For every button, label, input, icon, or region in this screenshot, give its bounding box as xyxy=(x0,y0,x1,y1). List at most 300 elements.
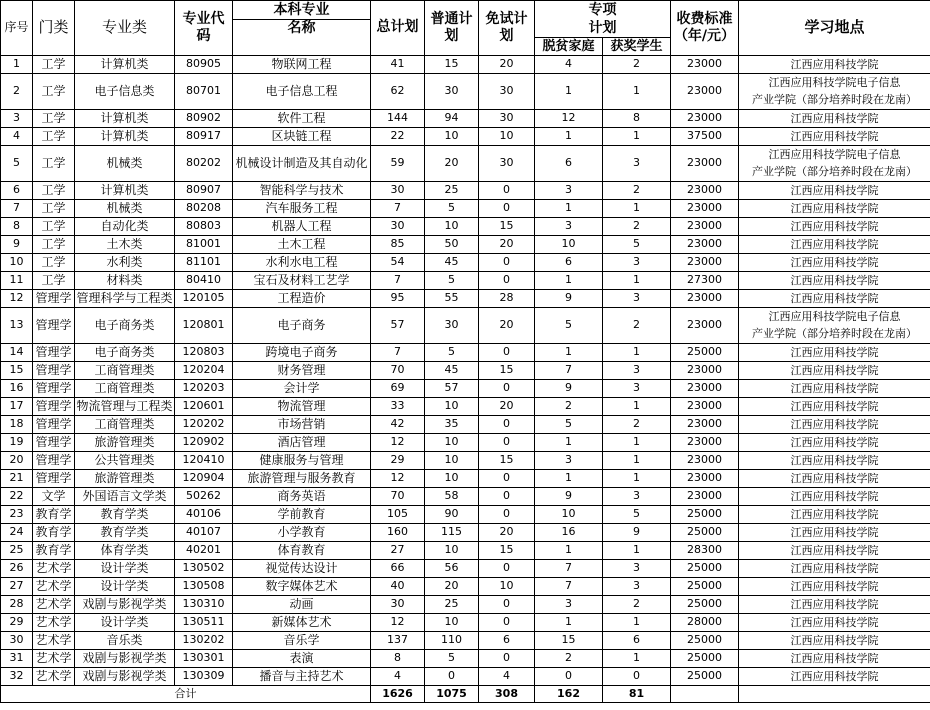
cell-location xyxy=(739,181,930,199)
cell-award: 1 xyxy=(603,343,671,361)
cell-category: 机械类 xyxy=(75,199,175,217)
cell-location xyxy=(739,667,930,685)
cell-code: 120203 xyxy=(175,379,233,397)
cell-exempt: 0 xyxy=(479,271,535,289)
cell-door: 艺术学 xyxy=(33,667,75,685)
cell-exempt: 0 xyxy=(479,595,535,613)
table-row xyxy=(1,379,930,397)
cell-poor: 1 xyxy=(535,73,603,109)
cell-category: 物流管理与工程类 xyxy=(76,399,173,413)
cell-code: 130511 xyxy=(175,613,233,631)
cell-code: 81001 xyxy=(175,235,233,253)
cell-award: 1 xyxy=(603,613,671,631)
cell-poor: 1 xyxy=(535,613,603,631)
table-body xyxy=(1,55,930,685)
cell-seq: 5 xyxy=(1,145,33,181)
cell-location xyxy=(739,217,930,235)
cell-award: 1 xyxy=(603,397,671,415)
table-row xyxy=(1,397,930,415)
cell-fee: 25000 xyxy=(671,667,739,685)
cell-door: 工学 xyxy=(33,199,75,217)
cell-total: 33 xyxy=(371,397,425,415)
cell-total: 59 xyxy=(371,145,425,181)
cell-exempt: 0 xyxy=(479,433,535,451)
cell-exempt: 0 xyxy=(479,559,535,577)
cell-poor: 0 xyxy=(535,667,603,685)
cell-door: 管理学 xyxy=(33,415,75,433)
cell-poor: 1 xyxy=(535,271,603,289)
cell-fee: 23000 xyxy=(671,415,739,433)
cell-poor: 2 xyxy=(535,397,603,415)
cell-seq: 10 xyxy=(1,253,33,271)
cell-exempt: 30 xyxy=(479,145,535,181)
cell-door: 艺术学 xyxy=(33,613,75,631)
cell-category: 计算机类 xyxy=(75,127,175,145)
cell-location xyxy=(739,631,930,649)
cell-award: 1 xyxy=(603,433,671,451)
cell-normal: 5 xyxy=(425,199,479,217)
cell-door: 工学 xyxy=(33,181,75,199)
cell-fee: 27300 xyxy=(671,271,739,289)
cell-code: 40107 xyxy=(175,523,233,541)
cell-door: 工学 xyxy=(33,109,75,127)
cell-location xyxy=(739,451,930,469)
location-line: 江西应用科技学院 xyxy=(790,381,879,395)
cell-seq: 6 xyxy=(1,181,33,199)
cell-exempt: 0 xyxy=(479,379,535,397)
cell-seq: 26 xyxy=(1,559,33,577)
cell-seq: 21 xyxy=(1,469,33,487)
cell-location xyxy=(739,127,930,145)
cell-poor: 2 xyxy=(535,649,603,667)
table-row xyxy=(1,361,930,379)
cell-award: 3 xyxy=(603,253,671,271)
table-row xyxy=(1,307,930,343)
cell-total: 54 xyxy=(371,253,425,271)
location-line: 江西应用科技学院电子信息 xyxy=(768,76,901,89)
cell-normal: 10 xyxy=(425,541,479,559)
cell-exempt: 10 xyxy=(479,577,535,595)
totals-award: 81 xyxy=(603,685,671,702)
table-row xyxy=(1,505,930,523)
cell-seq: 20 xyxy=(1,451,33,469)
cell-exempt: 15 xyxy=(479,451,535,469)
cell-seq: 4 xyxy=(1,127,33,145)
cell-fee: 28300 xyxy=(671,541,739,559)
cell-door: 工学 xyxy=(33,271,75,289)
cell-category: 设计学类 xyxy=(75,559,175,577)
cell-normal: 10 xyxy=(425,433,479,451)
cell-normal: 56 xyxy=(425,559,479,577)
cell-code: 120801 xyxy=(175,307,233,343)
cell-total: 8 xyxy=(371,649,425,667)
cell-total: 29 xyxy=(371,451,425,469)
table-row xyxy=(1,145,930,181)
cell-major: 财务管理 xyxy=(233,361,371,379)
table-row xyxy=(1,595,930,613)
cell-fee: 23000 xyxy=(671,181,739,199)
cell-location xyxy=(739,505,930,523)
cell-major: 区块链工程 xyxy=(233,127,371,145)
cell-poor: 1 xyxy=(535,343,603,361)
location-line: 产业学院（部分培养时段在龙南） xyxy=(752,327,917,340)
header-door: 门类 xyxy=(33,1,75,56)
cell-total: 62 xyxy=(371,73,425,109)
cell-location xyxy=(739,199,930,217)
cell-poor: 6 xyxy=(535,145,603,181)
cell-location xyxy=(739,253,930,271)
location-line: 江西应用科技学院 xyxy=(790,489,879,503)
location-line: 江西应用科技学院 xyxy=(790,417,879,431)
cell-category: 工商管理类 xyxy=(75,415,175,433)
cell-fee: 25000 xyxy=(671,559,739,577)
cell-door: 管理学 xyxy=(33,451,75,469)
table-row xyxy=(1,415,930,433)
cell-exempt: 20 xyxy=(479,397,535,415)
cell-seq: 31 xyxy=(1,649,33,667)
location-line: 江西应用科技学院 xyxy=(790,471,879,485)
cell-award: 3 xyxy=(603,487,671,505)
cell-major: 宝石及材料工艺学 xyxy=(233,271,371,289)
cell-door: 艺术学 xyxy=(33,559,75,577)
table-row xyxy=(1,577,930,595)
cell-major: 物流管理 xyxy=(233,397,371,415)
header-fee: 收费标准（年/元） xyxy=(671,1,739,56)
cell-normal: 90 xyxy=(425,505,479,523)
header-exempt-plan: 免试计划 xyxy=(479,1,535,56)
cell-category: 戏剧与影视学类 xyxy=(75,595,175,613)
location-line: 江西应用科技学院 xyxy=(790,507,879,521)
location-line: 江西应用科技学院 xyxy=(790,543,879,557)
cell-exempt: 0 xyxy=(479,415,535,433)
table-row xyxy=(1,613,930,631)
cell-normal: 5 xyxy=(425,271,479,289)
cell-location xyxy=(739,307,930,343)
cell-category: 戏剧与影视学类 xyxy=(75,649,175,667)
cell-major: 电子信息工程 xyxy=(233,73,371,109)
cell-award: 2 xyxy=(603,307,671,343)
cell-award: 0 xyxy=(603,667,671,685)
cell-fee: 23000 xyxy=(671,433,739,451)
cell-fee: 23000 xyxy=(671,55,739,73)
cell-poor: 4 xyxy=(535,55,603,73)
cell-poor: 3 xyxy=(535,181,603,199)
cell-poor: 7 xyxy=(535,577,603,595)
header-normal-plan: 普通计划 xyxy=(425,1,479,56)
cell-exempt: 0 xyxy=(479,613,535,631)
cell-total: 30 xyxy=(371,595,425,613)
cell-award: 1 xyxy=(603,649,671,667)
cell-normal: 25 xyxy=(425,181,479,199)
location-line: 江西应用科技学院 xyxy=(790,291,879,305)
cell-door: 工学 xyxy=(33,127,75,145)
cell-door: 工学 xyxy=(33,73,75,109)
cell-fee: 23000 xyxy=(671,73,739,109)
table-row xyxy=(1,433,930,451)
cell-award: 1 xyxy=(603,199,671,217)
cell-major: 机械设计制造及其自动化 xyxy=(233,145,371,181)
header-major-top: 本科专业 xyxy=(233,1,371,20)
cell-normal: 50 xyxy=(425,235,479,253)
cell-category: 体育学类 xyxy=(75,541,175,559)
cell-award: 1 xyxy=(603,73,671,109)
cell-fee: 25000 xyxy=(671,631,739,649)
cell-category: 设计学类 xyxy=(75,577,175,595)
cell-code: 130309 xyxy=(175,667,233,685)
cell-poor: 5 xyxy=(535,415,603,433)
cell-award: 5 xyxy=(603,505,671,523)
cell-award: 8 xyxy=(603,109,671,127)
cell-code: 80917 xyxy=(175,127,233,145)
cell-category: 电子信息类 xyxy=(75,73,175,109)
cell-poor: 15 xyxy=(535,631,603,649)
cell-category: 旅游管理类 xyxy=(75,433,175,451)
location-line: 江西应用科技学院电子信息 xyxy=(768,310,901,323)
cell-award: 5 xyxy=(603,235,671,253)
cell-total: 7 xyxy=(371,343,425,361)
cell-seq: 12 xyxy=(1,289,33,307)
cell-code: 120410 xyxy=(175,451,233,469)
cell-award: 1 xyxy=(603,271,671,289)
cell-exempt: 30 xyxy=(479,109,535,127)
location-line: 江西应用科技学院 xyxy=(790,111,879,125)
cell-exempt: 6 xyxy=(479,631,535,649)
cell-fee: 23000 xyxy=(671,145,739,181)
cell-major: 音乐学 xyxy=(233,631,371,649)
cell-exempt: 20 xyxy=(479,235,535,253)
cell-location xyxy=(739,145,930,181)
cell-exempt: 0 xyxy=(479,199,535,217)
cell-fee: 23000 xyxy=(671,109,739,127)
cell-code: 130508 xyxy=(175,577,233,595)
cell-major: 商务英语 xyxy=(233,487,371,505)
cell-seq: 2 xyxy=(1,73,33,109)
cell-code: 80701 xyxy=(175,73,233,109)
cell-fee: 23000 xyxy=(671,487,739,505)
cell-major: 新媒体艺术 xyxy=(233,613,371,631)
table-row xyxy=(1,469,930,487)
cell-total: 40 xyxy=(371,577,425,595)
cell-total: 144 xyxy=(371,109,425,127)
cell-normal: 10 xyxy=(425,469,479,487)
table-row xyxy=(1,667,930,685)
cell-category: 音乐类 xyxy=(75,631,175,649)
cell-code: 120904 xyxy=(175,469,233,487)
header-seq: 序号 xyxy=(1,1,33,56)
location-line: 江西应用科技学院 xyxy=(790,201,879,215)
cell-total: 66 xyxy=(371,559,425,577)
location-line: 江西应用科技学院 xyxy=(790,651,879,665)
cell-door: 管理学 xyxy=(33,343,75,361)
cell-door: 文学 xyxy=(33,487,75,505)
cell-major: 酒店管理 xyxy=(233,433,371,451)
cell-code: 50262 xyxy=(175,487,233,505)
location-line: 江西应用科技学院 xyxy=(790,435,879,449)
cell-major: 会计学 xyxy=(233,379,371,397)
cell-category: 电子商务类 xyxy=(75,307,175,343)
cell-code: 81101 xyxy=(175,253,233,271)
location-line: 江西应用科技学院 xyxy=(790,615,879,629)
cell-total: 12 xyxy=(371,469,425,487)
header-category: 专业类 xyxy=(75,1,175,56)
table-row xyxy=(1,217,930,235)
cell-award: 2 xyxy=(603,595,671,613)
cell-category: 戏剧与影视学类 xyxy=(75,667,175,685)
cell-category: 设计学类 xyxy=(75,613,175,631)
cell-poor: 3 xyxy=(535,595,603,613)
cell-code: 130301 xyxy=(175,649,233,667)
cell-seq: 15 xyxy=(1,361,33,379)
cell-fee: 28000 xyxy=(671,613,739,631)
cell-fee: 23000 xyxy=(671,361,739,379)
header-location: 学习地点 xyxy=(739,1,930,56)
cell-poor: 1 xyxy=(535,127,603,145)
cell-exempt: 28 xyxy=(479,289,535,307)
cell-code: 80202 xyxy=(175,145,233,181)
cell-category: 教育学类 xyxy=(75,505,175,523)
cell-award: 1 xyxy=(603,469,671,487)
cell-door: 艺术学 xyxy=(33,631,75,649)
cell-location xyxy=(739,649,930,667)
cell-location xyxy=(739,613,930,631)
cell-exempt: 20 xyxy=(479,55,535,73)
cell-total: 105 xyxy=(371,505,425,523)
cell-poor: 12 xyxy=(535,109,603,127)
cell-door: 工学 xyxy=(33,145,75,181)
cell-code: 120902 xyxy=(175,433,233,451)
cell-total: 7 xyxy=(371,199,425,217)
cell-seq: 32 xyxy=(1,667,33,685)
cell-normal: 57 xyxy=(425,379,479,397)
cell-normal: 10 xyxy=(425,397,479,415)
cell-major: 小学教育 xyxy=(233,523,371,541)
cell-fee: 37500 xyxy=(671,127,739,145)
location-line: 江西应用科技学院 xyxy=(790,633,879,647)
header-special-award: 获奖学生 xyxy=(603,37,671,55)
location-line: 江西应用科技学院 xyxy=(790,129,879,143)
cell-total: 160 xyxy=(371,523,425,541)
cell-fee: 23000 xyxy=(671,451,739,469)
cell-normal: 115 xyxy=(425,523,479,541)
cell-award: 6 xyxy=(603,631,671,649)
table-row xyxy=(1,343,930,361)
totals-location xyxy=(739,685,930,702)
cell-award: 2 xyxy=(603,217,671,235)
cell-major: 视觉传达设计 xyxy=(233,559,371,577)
cell-code: 120601 xyxy=(175,397,233,415)
table-row xyxy=(1,559,930,577)
cell-code: 120202 xyxy=(175,415,233,433)
cell-category: 工商管理类 xyxy=(75,379,175,397)
totals-total: 1626 xyxy=(371,685,425,702)
cell-normal: 10 xyxy=(425,217,479,235)
cell-major: 电子商务 xyxy=(233,307,371,343)
cell-fee: 25000 xyxy=(671,595,739,613)
cell-total: 12 xyxy=(371,433,425,451)
cell-seq: 22 xyxy=(1,487,33,505)
cell-total: 27 xyxy=(371,541,425,559)
location-line: 江西应用科技学院 xyxy=(790,561,879,575)
cell-fee: 23000 xyxy=(671,235,739,253)
location-line: 江西应用科技学院 xyxy=(790,255,879,269)
location-line: 江西应用科技学院 xyxy=(790,597,879,611)
table-row xyxy=(1,253,930,271)
cell-seq: 29 xyxy=(1,613,33,631)
cell-normal: 45 xyxy=(425,253,479,271)
cell-poor: 9 xyxy=(535,379,603,397)
cell-total: 41 xyxy=(371,55,425,73)
cell-major: 体育教育 xyxy=(233,541,371,559)
cell-seq: 7 xyxy=(1,199,33,217)
location-line: 江西应用科技学院 xyxy=(790,57,879,71)
location-line: 江西应用科技学院 xyxy=(790,237,879,251)
cell-major: 播音与主持艺术 xyxy=(233,667,371,685)
cell-category: 机械类 xyxy=(75,145,175,181)
cell-door: 管理学 xyxy=(33,361,75,379)
cell-major: 市场营销 xyxy=(233,415,371,433)
table-row xyxy=(1,451,930,469)
cell-award: 3 xyxy=(603,559,671,577)
cell-award: 1 xyxy=(603,127,671,145)
location-line: 江西应用科技学院电子信息 xyxy=(768,148,901,161)
cell-total: 7 xyxy=(371,271,425,289)
totals-row xyxy=(1,685,930,702)
cell-door: 教育学 xyxy=(33,523,75,541)
cell-category: 工商管理类 xyxy=(75,361,175,379)
cell-exempt: 0 xyxy=(479,343,535,361)
cell-total: 70 xyxy=(371,361,425,379)
cell-fee: 25000 xyxy=(671,649,739,667)
cell-poor: 10 xyxy=(535,505,603,523)
totals-fee xyxy=(671,685,739,702)
cell-exempt: 0 xyxy=(479,649,535,667)
cell-major: 汽车服务工程 xyxy=(233,199,371,217)
cell-door: 工学 xyxy=(33,55,75,73)
location-line: 江西应用科技学院 xyxy=(790,453,879,467)
cell-normal: 10 xyxy=(425,127,479,145)
cell-exempt: 10 xyxy=(479,127,535,145)
cell-total: 85 xyxy=(371,235,425,253)
cell-door: 艺术学 xyxy=(33,595,75,613)
cell-normal: 20 xyxy=(425,577,479,595)
header-major-bottom: 名称 xyxy=(233,20,371,56)
cell-total: 42 xyxy=(371,415,425,433)
cell-location xyxy=(739,235,930,253)
cell-major: 健康服务与管理 xyxy=(233,451,371,469)
cell-code: 80905 xyxy=(175,55,233,73)
cell-code: 80902 xyxy=(175,109,233,127)
cell-major: 学前教育 xyxy=(233,505,371,523)
cell-door: 艺术学 xyxy=(33,577,75,595)
totals-normal: 1075 xyxy=(425,685,479,702)
cell-door: 管理学 xyxy=(33,469,75,487)
cell-exempt: 15 xyxy=(479,541,535,559)
cell-poor: 7 xyxy=(535,361,603,379)
cell-location xyxy=(739,379,930,397)
cell-seq: 19 xyxy=(1,433,33,451)
cell-seq: 1 xyxy=(1,55,33,73)
cell-major: 智能科学与技术 xyxy=(233,181,371,199)
cell-exempt: 30 xyxy=(479,73,535,109)
cell-seq: 11 xyxy=(1,271,33,289)
cell-normal: 20 xyxy=(425,145,479,181)
table-row xyxy=(1,541,930,559)
cell-location xyxy=(739,415,930,433)
cell-award: 1 xyxy=(603,541,671,559)
location-line: 江西应用科技学院 xyxy=(790,399,879,413)
location-line: 江西应用科技学院 xyxy=(790,363,879,377)
cell-code: 130502 xyxy=(175,559,233,577)
